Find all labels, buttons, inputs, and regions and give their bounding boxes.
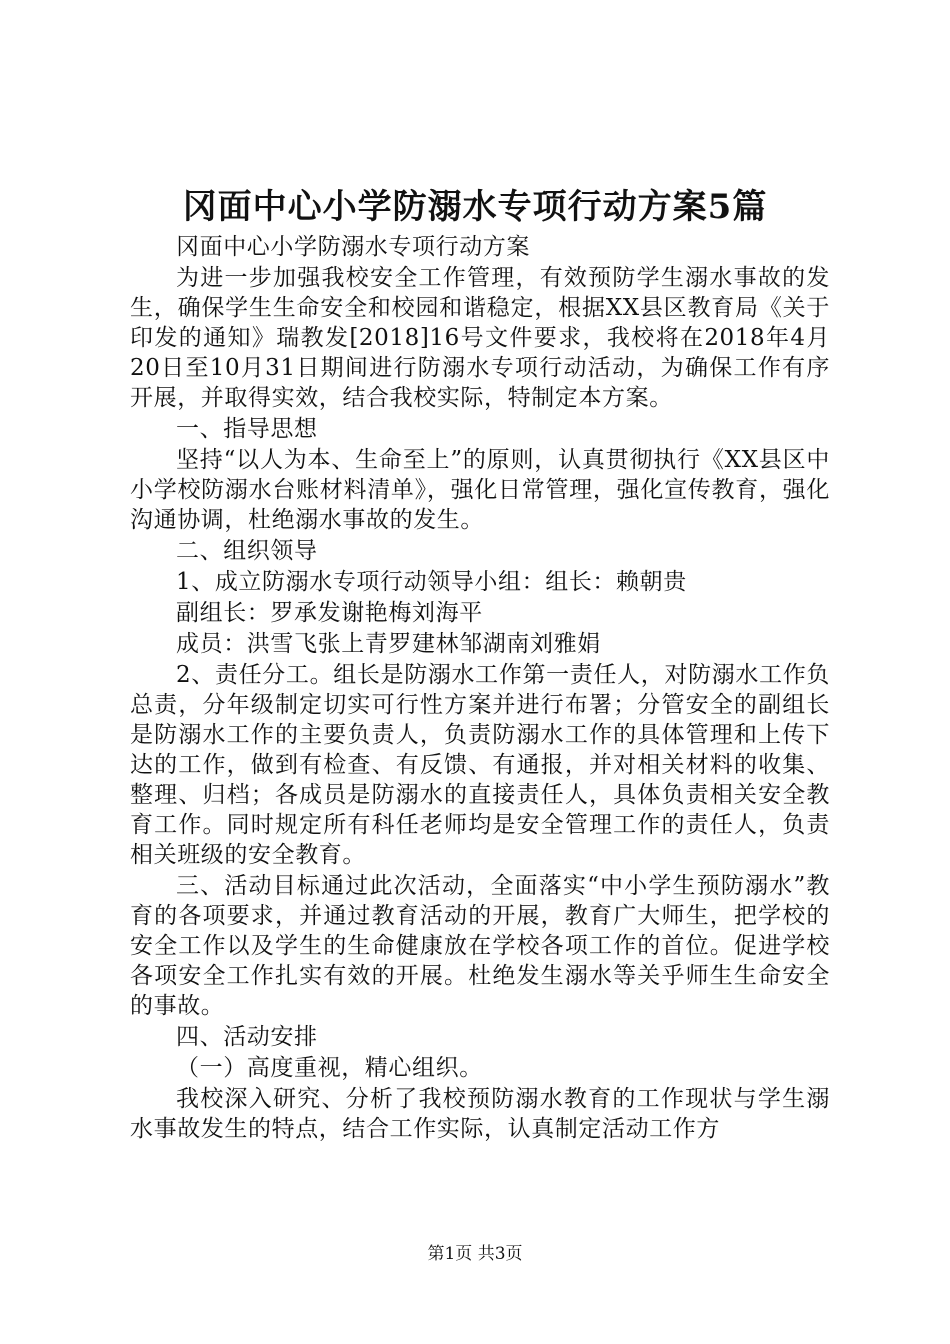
subsection-heading-organize: （一）高度重视，精心组织。 — [176, 1055, 483, 1081]
paragraph-guiding-ideology: 坚持“以人为本、生命至上”的原则，认真贯彻执行《XX县区中小学校防溺水台账材料清单》，强化日常管理，强化宣传教育，强化沟通协调，杜绝溺水事故的发生。 — [130, 447, 830, 533]
paragraph-leader: 1、成立防溺水专项行动领导小组：组长：赖朝贵 — [176, 569, 687, 595]
paragraph-subtitle: 冈面中心小学防溺水专项行动方案 — [176, 234, 530, 260]
page-number-footer: 第1页 共3页 — [427, 1244, 523, 1264]
section-heading-guiding-ideology: 一、指导思想 — [176, 416, 318, 442]
paragraph-deputy-leaders: 副组长：罗承发谢艳梅刘海平 — [176, 600, 483, 626]
paragraph-intro: 为进一步加强我校安全工作管理，有效预防学生溺水事故的发生，确保学生生命安全和校园和谐稳定，根据XX县区教育局《关于印发的通知》瑞教发[2018]16号文件要求，我校将在2018年4月20日至10月31日期间进行防溺水专项行动活动，为确保工作有序开展，并取得实效，结合我校实际，特制定本方案。 — [130, 265, 830, 411]
document-body — [130, 232, 830, 1145]
paragraph-responsibilities: 2、责任分工。组长是防溺水工作第一责任人，对防溺水工作负总责，分年级制定切实可行性方案并进行布署；分管安全的副组长是防溺水工作的主要负责人，负责防溺水工作的具体管理和上传下达的工作，做到有检查、有反馈、有通报，并对相关材料的收集、整理、归档；各成员是防溺水的直接责任人，具体负责相关安全教育工作。同时规定所有科任老师均是安全管理工作的责任人，负责相关班级的安全教育。 — [130, 662, 830, 868]
section-heading-activity-arrangement: 四、活动安排 — [176, 1024, 318, 1050]
paragraph-activity-goals: 三、活动目标通过此次活动，全面落实“中小学生预防溺水”教育的各项要求，并通过教育活动的开展，教育广大师生，把学校的安全工作以及学生的生命健康放在学校各项工作的首位。促进学校各项安全工作扎实有效的开展。杜绝发生溺水等关乎师生生命安全的事故。 — [130, 873, 830, 1019]
document-title: 冈面中心小学防溺水专项行动方案5篇 — [182, 187, 768, 227]
section-heading-organization: 二、组织领导 — [176, 538, 318, 564]
paragraph-research: 我校深入研究、分析了我校预防溺水教育的工作现状与学生溺水事故发生的特点，结合工作实际，认真制定活动工作方 — [130, 1086, 830, 1142]
paragraph-members: 成员：洪雪飞张上青罗建林邹湖南刘雅娟 — [176, 631, 601, 657]
